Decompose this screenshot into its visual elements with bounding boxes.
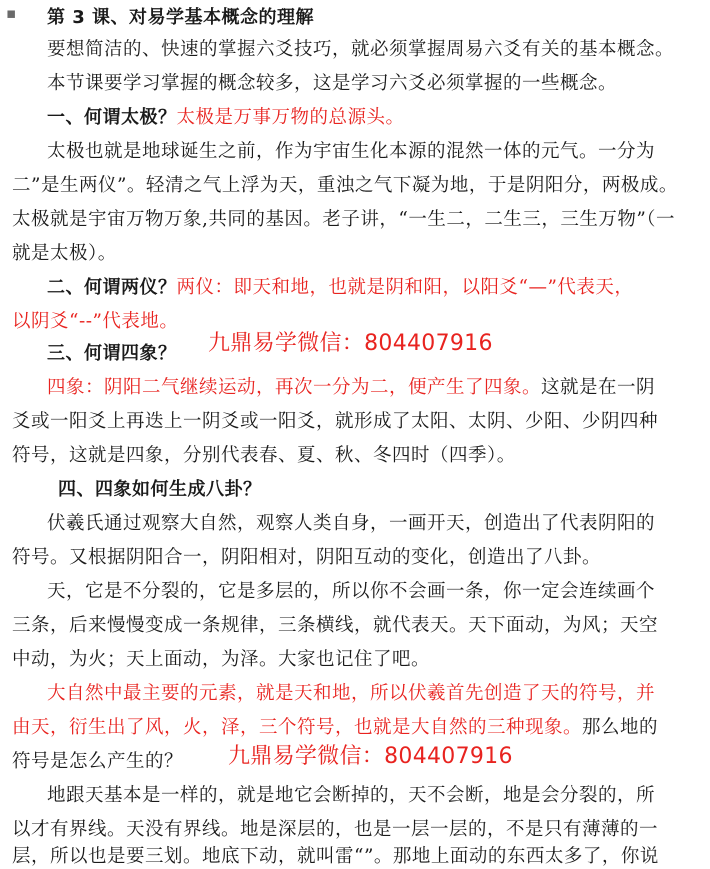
section-1-line-3: 太极就是宇宙万物万象,共同的基因。老子讲，“一生二，二生三，三生万物”（一 — [12, 209, 676, 230]
section-4-heading: 四、四象如何生成八卦？ — [58, 479, 262, 500]
section-4-p2-line-2: 三条，后来慢慢变成一条规律，三条横线，就代表天。天下面动，为风；天空 — [12, 615, 659, 636]
bullet-marker: ▪ — [6, 4, 17, 22]
section-1-definition: 太极是万事万物的总源头。 — [176, 107, 405, 128]
section-1-line-4: 就是太极）。 — [12, 243, 117, 264]
intro-line-1: 要想简洁的、快速的掌握六爻技巧，就必须掌握周易六爻有关的基本概念。 — [47, 39, 675, 60]
lesson-title: 第 3 课、对易学基本概念的理解 — [47, 7, 315, 28]
section-2-definition: 两仪：即天和地，也就是阴和阳，以阳爻“—”代表天， — [176, 277, 634, 298]
section-4-p2-line-1: 天，它是不分裂的，它是多层的，所以你不会画一条，你一定会连续画个 — [47, 581, 656, 602]
section-4-p2-line-3: 中动，为火；天上面动，为泽。大家也记住了吧。 — [12, 649, 431, 670]
section-4-p4-line-2: 以才有界线。天没有界线。地是深层的，也是一层一层的，不是只有薄薄的一 — [12, 819, 659, 840]
section-2-line-2: 以阴爻“--”代表地。 — [12, 311, 179, 332]
section-4-p4-line-1: 地跟天基本是一样的，就是地它会断掉的，天不会断，地是会分裂的，所 — [47, 785, 656, 806]
section-3-line-3: 符号，这就是四象，分别代表春、夏、秋、冬四时（四季）。 — [12, 445, 516, 466]
section-1-heading: 一、何谓太极？ — [47, 107, 177, 128]
section-4-p3-line-1: 大自然中最主要的元素，就是天和地，所以伏羲首先创造了天的符号，并 — [47, 683, 656, 704]
section-1-heading-row — [47, 106, 405, 130]
section-4-p3-line-2-rest: 那么地的 — [582, 717, 659, 738]
section-2-heading: 二、何谓两仪？ — [47, 277, 177, 298]
section-4-p3-line-2 — [12, 716, 658, 740]
section-4-p3-line-2-red: 由天，衍生出了风，火，泽，三个符号，也就是大自然的三种现象。 — [12, 717, 583, 738]
section-3-line-1-rest: 这就是在一阴 — [541, 377, 656, 398]
section-3-line-1 — [47, 376, 655, 400]
section-4-p3-line-3: 符号是怎么产生的？ — [12, 751, 184, 772]
section-4-p1-line-2: 符号。又根据阴阳合一，阴阳相对，阴阳互动的变化，创造出了八卦。 — [12, 547, 602, 568]
section-3-line-2: 爻或一阳爻上再迭上一阴爻或一阳爻，就形成了太阳、太阴、少阳、少阴四种 — [12, 411, 659, 432]
section-1-line-1: 太极也就是地球诞生之前，作为宇宙生化本源的混然一体的元气。一分为 — [47, 141, 656, 162]
section-3-definition: 四象：阴阳二气继续运动，再次一分为二，便产生了四象。 — [47, 377, 542, 398]
watermark-wechat-1: 九鼎易学微信：804407916 — [208, 331, 493, 356]
section-1-line-2: 二”是生两仪”。轻清之气上浮为天，重浊之气下凝为地，于是阴阳分，两极成。 — [12, 175, 678, 196]
section-4-p4-line-3: 层，所以也是要三划。地底下动，就叫雷“”。那地上面动的东西太多了，你说 — [12, 846, 659, 867]
intro-line-2: 本节课要学习掌握的概念较多，这是学习六爻必须掌握的一些概念。 — [47, 73, 618, 94]
section-3-heading: 三、何谓四象？ — [47, 343, 177, 364]
section-2-heading-row — [47, 276, 633, 300]
section-4-p1-line-1: 伏羲氏通过观察大自然，观察人类自身，一画开天，创造出了代表阴阳的 — [47, 513, 656, 534]
watermark-wechat-2: 九鼎易学微信：804407916 — [228, 744, 513, 769]
